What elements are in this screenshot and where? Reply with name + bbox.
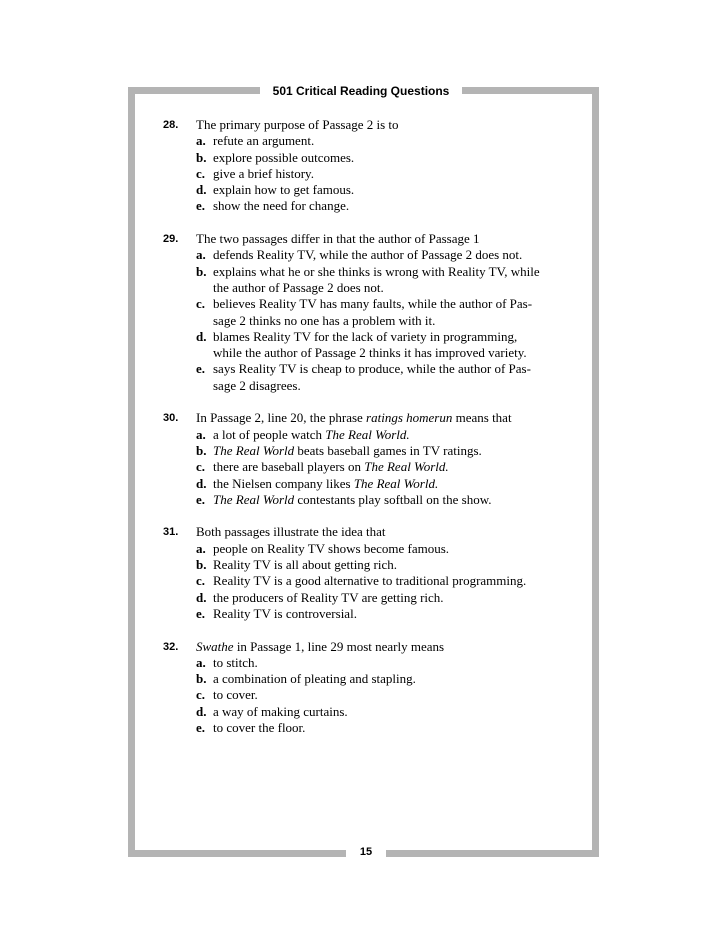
option-text-line (213, 655, 583, 671)
answer-option (196, 264, 583, 297)
answer-option (196, 296, 583, 329)
option-letter: e. (196, 491, 206, 507)
text-run: means that (452, 410, 512, 426)
option-text-line (213, 247, 583, 263)
text-run: beats baseball games in TV ratings. (294, 442, 482, 458)
text-run: a way of making curtains. (213, 703, 348, 719)
page-frame-bottom-right (386, 850, 599, 857)
option-letter: b. (196, 149, 207, 165)
italic-text: The Real World (213, 491, 295, 507)
text-run: The two passages differ in that the author of Passage 1 (196, 231, 480, 247)
question-item (163, 117, 583, 215)
answer-option (196, 150, 583, 166)
question-list (163, 117, 583, 753)
answer-option (196, 476, 583, 492)
option-letter: c. (196, 459, 206, 475)
option-text-line (213, 427, 583, 443)
option-text-line (213, 329, 583, 345)
text-run: sage 2 disagrees. (213, 377, 301, 393)
question-item (163, 410, 583, 508)
option-text-line (213, 182, 583, 198)
option-text-line (213, 687, 583, 703)
option-letter: c. (196, 296, 206, 312)
option-text-line (213, 590, 583, 606)
answer-option (196, 671, 583, 687)
option-letter: e. (196, 719, 206, 735)
answer-option (196, 198, 583, 214)
option-text-line (213, 345, 583, 361)
answer-option (196, 704, 583, 720)
text-run: blames Reality TV for the lack of variety in programming, (213, 328, 518, 344)
text-run: explore possible outcomes. (213, 149, 355, 165)
option-text-line (213, 264, 583, 280)
option-letter: e. (196, 361, 206, 377)
text-run: explains what he or she thinks is wrong with Reality TV, while (213, 263, 540, 279)
text-run: says Reality TV is cheap to produce, while the author of Pas- (213, 361, 531, 377)
answer-option (196, 133, 583, 149)
text-run: the Nielsen company likes (213, 475, 354, 491)
option-text-line (213, 133, 583, 149)
italic-text: The Real World. (364, 459, 449, 475)
text-run: give a brief history. (213, 165, 314, 181)
option-text-line (213, 378, 583, 394)
question-number: 31. (163, 526, 179, 539)
option-letter: c. (196, 573, 206, 589)
option-text-line (213, 541, 583, 557)
text-run: refute an argument. (213, 133, 315, 149)
text-run: believes Reality TV has many faults, while the author of Pas- (213, 296, 533, 312)
text-run: defends Reality TV, while the author of Passage 2 does not. (213, 247, 523, 263)
text-run: a combination of pleating and stapling. (213, 671, 416, 687)
question-number: 30. (163, 412, 179, 425)
option-letter: a. (196, 654, 206, 670)
answer-option (196, 541, 583, 557)
option-text-line (213, 671, 583, 687)
answer-option (196, 492, 583, 508)
option-text-line (213, 476, 583, 492)
page-frame-right (592, 87, 599, 857)
option-letter: d. (196, 328, 207, 344)
text-run: Reality TV is all about getting rich. (213, 557, 398, 573)
question-item (163, 231, 583, 394)
italic-text: The Real World. (325, 426, 410, 442)
text-run: contestants play softball on the show. (294, 491, 492, 507)
option-text-line (213, 720, 583, 736)
text-run: to cover. (213, 687, 258, 703)
option-letter: d. (196, 475, 207, 491)
option-letter: a. (196, 133, 206, 149)
option-text-line (213, 573, 583, 589)
option-letter: d. (196, 589, 207, 605)
answer-option (196, 329, 583, 362)
running-header: 501 Critical Reading Questions (272, 84, 450, 98)
text-run: the author of Passage 2 does not. (213, 279, 384, 295)
answer-option (196, 427, 583, 443)
question-number: 28. (163, 119, 179, 131)
question-stem (196, 410, 583, 426)
option-text-line (213, 459, 583, 475)
option-letter: c. (196, 165, 206, 181)
question-stem (196, 231, 583, 247)
option-letter: b. (196, 671, 207, 687)
text-run: there are baseball players on (213, 459, 365, 475)
text-run: In Passage 2, line 20, the phrase (196, 410, 367, 426)
italic-text: The Real World. (353, 475, 439, 491)
italic-text: ratings homerun (366, 410, 453, 426)
answer-option (196, 557, 583, 573)
option-text-line (213, 313, 583, 329)
text-run: explain how to get famous. (213, 182, 355, 198)
option-text-line (213, 280, 583, 296)
option-letter: e. (196, 198, 206, 214)
question-item (163, 524, 583, 622)
question-number: 32. (163, 640, 179, 653)
option-letter: a. (196, 540, 206, 556)
option-letter: c. (196, 687, 206, 703)
option-letter: e. (196, 605, 206, 621)
text-run: to cover the floor. (213, 719, 306, 735)
italic-text: The Real World (213, 442, 295, 458)
text-run: while the author of Passage 2 thinks it has improved variety. (213, 345, 527, 361)
option-letter: b. (196, 557, 207, 573)
answer-option (196, 573, 583, 589)
option-letter: a. (196, 426, 206, 442)
question-stem (196, 117, 583, 133)
answer-option (196, 361, 583, 394)
question-number: 29. (163, 233, 179, 246)
answer-option (196, 606, 583, 622)
answer-option (196, 655, 583, 671)
italic-text: Swathe (196, 638, 234, 654)
option-text-line (213, 492, 583, 508)
answer-option (196, 590, 583, 606)
text-run: The primary purpose of Passage 2 is to (196, 117, 399, 132)
page-frame-left (128, 87, 135, 857)
text-run: in Passage 1, line 29 most nearly means (233, 638, 445, 654)
text-run: to stitch. (213, 654, 258, 670)
option-letter: b. (196, 442, 207, 458)
text-run: sage 2 thinks no one has a problem with it. (213, 312, 436, 328)
answer-option (196, 182, 583, 198)
answer-option (196, 687, 583, 703)
text-run: show the need for change. (213, 198, 350, 214)
question-item (163, 639, 583, 737)
option-text-line (213, 606, 583, 622)
option-text-line (213, 704, 583, 720)
text-run: Reality TV is a good alternative to traditional programming. (213, 573, 527, 589)
text-run: the producers of Reality TV are getting rich. (213, 589, 444, 605)
text-run: people on Reality TV shows become famous. (213, 540, 450, 556)
text-run: a lot of people watch (213, 426, 326, 442)
question-stem (196, 524, 583, 540)
option-text-line (213, 296, 583, 312)
option-text-line (213, 198, 583, 214)
answer-option (196, 720, 583, 736)
option-letter: d. (196, 182, 207, 198)
answer-option (196, 166, 583, 182)
option-letter: b. (196, 263, 207, 279)
option-text-line (213, 557, 583, 573)
answer-option (196, 247, 583, 263)
answer-option (196, 459, 583, 475)
page-frame-top-left (128, 87, 260, 94)
option-letter: a. (196, 247, 206, 263)
answer-option (196, 443, 583, 459)
question-stem (196, 639, 583, 655)
option-letter: d. (196, 703, 207, 719)
option-text-line (213, 150, 583, 166)
option-text-line (213, 166, 583, 182)
text-run: Reality TV is controversial. (213, 605, 357, 621)
page-frame-top-right (462, 87, 599, 94)
page-number: 15 (359, 846, 373, 858)
page-frame-bottom-left (128, 850, 346, 857)
option-text-line (213, 361, 583, 377)
text-run: Both passages illustrate the idea that (196, 524, 386, 540)
option-text-line (213, 443, 583, 459)
